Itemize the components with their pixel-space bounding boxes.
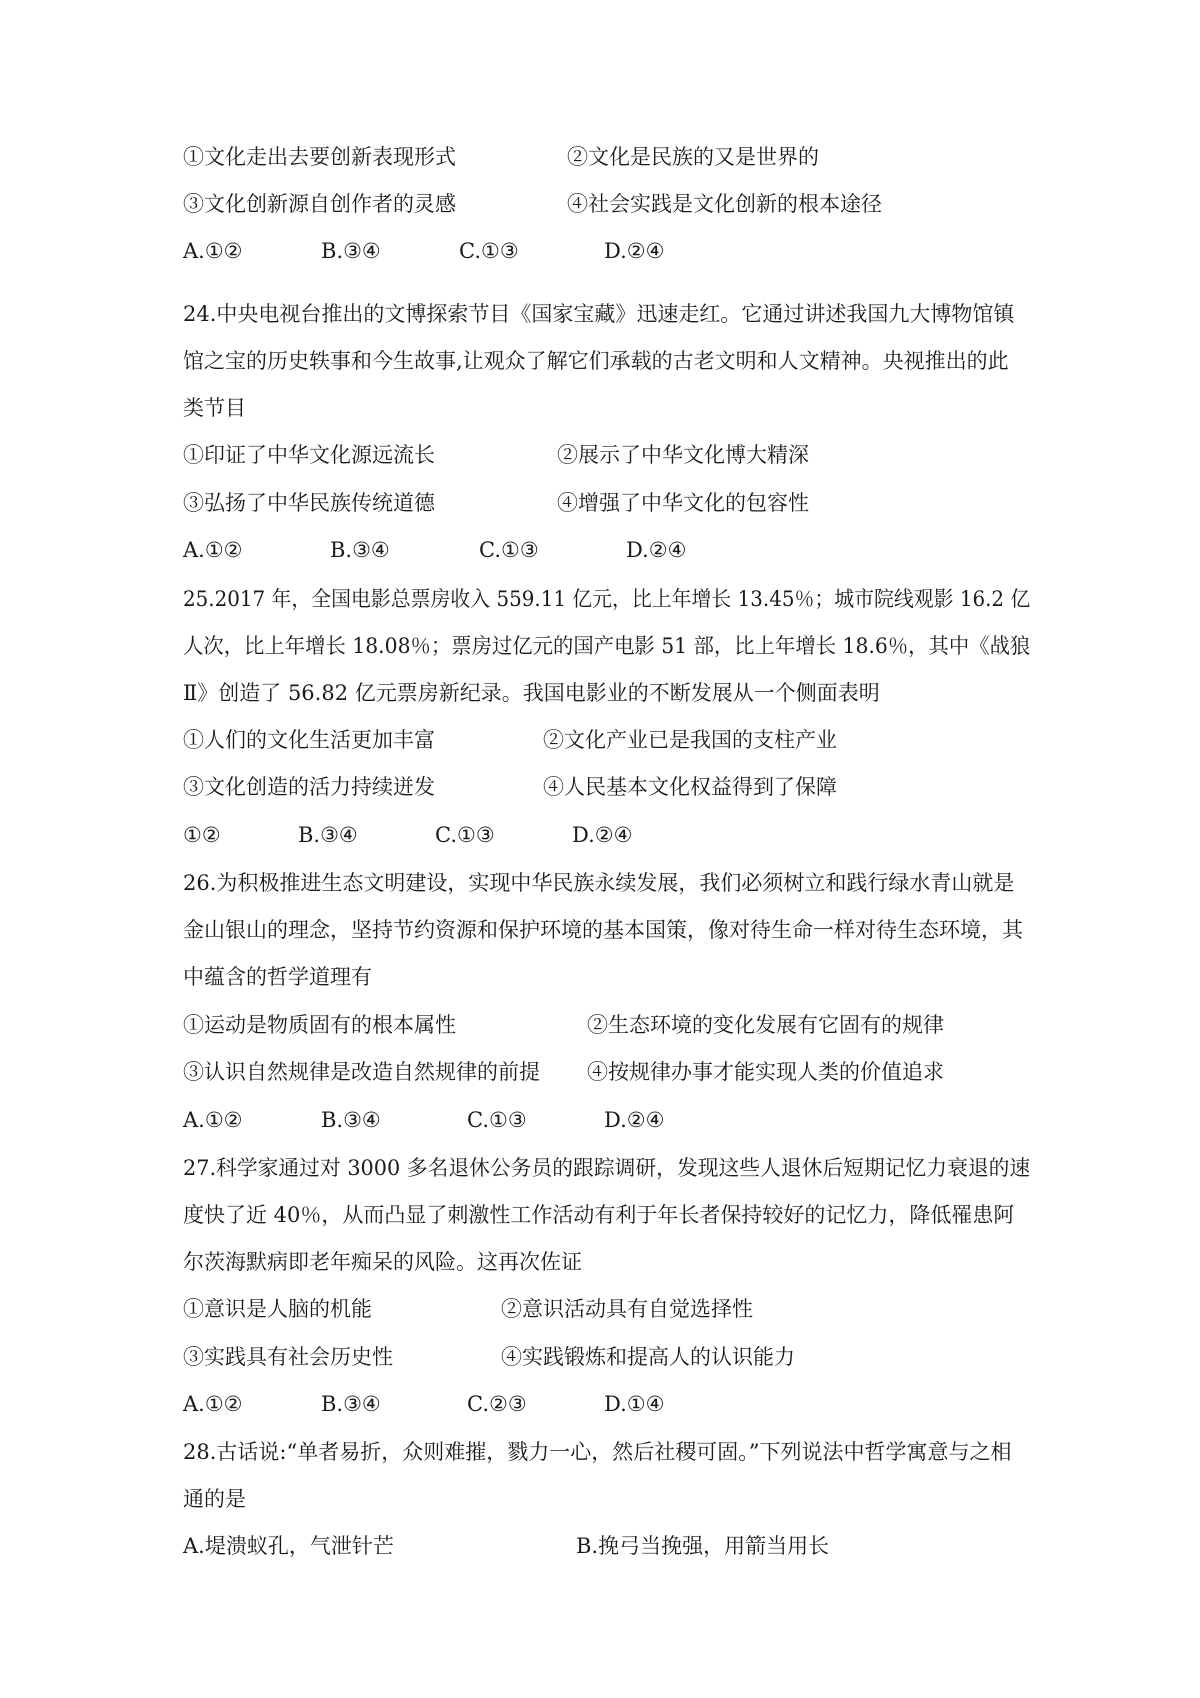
q26-stem-line-1: 26.为积极推进生态文明建设，实现中华民族永续发展，我们必须树立和践行绿水青山就是 [183,871,1015,895]
q24-stem-line-3: 类节目 [183,396,246,420]
q25-statement-1: ①人们的文化生活更加丰富 [183,728,435,752]
q25-choice-c: C.①③ [435,823,495,847]
q25-statement-2: ②文化产业已是我国的支柱产业 [543,728,837,752]
q25-stem-line-2: 人次，比上年增长 18.08％；票房过亿元的国产电影 51 部，比上年增长 18.6％，其中《战狼 [183,634,1031,658]
q28-choice-a: A.堤溃蚁孔，气泄针芒 [183,1534,394,1558]
q26-stem-line-3: 中蕴含的哲学道理有 [183,965,372,989]
q26-stem-line-2: 金山银山的理念，坚持节约资源和保护环境的基本国策，像对待生命一样对待生态环境，其 [183,918,1023,942]
q23-choice-c: C.①③ [459,239,519,263]
q27-stem-line-1: 27.科学家通过对 3000 多名退休公务员的跟踪调研，发现这些人退休后短期记忆力衰退的速 [183,1156,1031,1180]
q27-statement-4: ④实践锻炼和提高人的认识能力 [501,1345,795,1369]
q24-choice-c: C.①③ [479,538,539,562]
q23-statement-4: ④社会实践是文化创新的根本途径 [567,192,882,216]
q24-choice-b: B.③④ [330,538,390,562]
q26-statement-4: ④按规律办事才能实现人类的价值追求 [587,1060,944,1084]
q24-statement-1: ①印证了中华文化源远流长 [183,443,435,467]
q27-choice-a: A.①② [183,1392,243,1416]
q27-choice-c: C.②③ [467,1392,527,1416]
q25-stem-line-1: 25.2017 年，全国电影总票房收入 559.11 亿元，比上年增长 13.45％；城市院线观影 16.2 亿 [183,587,1031,611]
q26-choice-d: D.②④ [604,1108,665,1132]
q23-statement-1: ①文化走出去要创新表现形式 [183,145,456,169]
q25-statement-4: ④人民基本文化权益得到了保障 [543,775,837,799]
q23-statement-3: ③文化创新源自创作者的灵感 [183,192,456,216]
q25-statement-3: ③文化创造的活力持续迸发 [183,775,435,799]
q24-statement-4: ④增强了中华文化的包容性 [557,491,809,515]
q24-choice-a: A.①② [183,538,243,562]
q28-stem-line-1: 28.古话说:“单者易折，众则难摧，戮力一心，然后社稷可固。”下列说法中哲学寓意与之相 [183,1440,1012,1464]
q26-choice-c: C.①③ [467,1108,527,1132]
q27-choice-b: B.③④ [321,1392,381,1416]
q27-stem-line-3: 尔茨海默病即老年痴呆的风险。这再次佐证 [183,1250,582,1274]
q25-stem-line-3: Ⅱ》创造了 56.82 亿元票房新纪录。我国电影业的不断发展从一个侧面表明 [183,681,880,705]
q26-statement-2: ②生态环境的变化发展有它固有的规律 [587,1013,944,1037]
q25-choice-b: B.③④ [298,823,358,847]
q25-choice-d: D.②④ [572,823,633,847]
q28-stem-line-2: 通的是 [183,1487,246,1511]
q26-choice-b: B.③④ [321,1108,381,1132]
q24-choice-d: D.②④ [626,538,687,562]
q24-statement-2: ②展示了中华文化博大精深 [557,443,809,467]
q25-choice-a: ①② [183,823,221,847]
q27-statement-3: ③实践具有社会历史性 [183,1345,393,1369]
q27-stem-line-2: 度快了近 40％，从而凸显了刺激性工作活动有利于年长者保持较好的记忆力，降低罹患阿 [183,1203,1015,1227]
q27-statement-2: ②意识活动具有自觉选择性 [501,1297,753,1321]
q26-statement-1: ①运动是物质固有的根本属性 [183,1013,456,1037]
q23-choice-b: B.③④ [321,239,381,263]
q24-stem-line-2: 馆之宝的历史轶事和今生故事,让观众了解它们承载的古老文明和人文精神。央视推出的此 [183,349,1009,373]
q23-choice-a: A.①② [183,239,243,263]
q27-choice-d: D.①④ [604,1392,665,1416]
q24-stem-line-1: 24.中央电视台推出的文博探索节目《国家宝藏》迅速走红。它通过讲述我国九大博物馆镇 [183,302,1015,326]
q27-statement-1: ①意识是人脑的机能 [183,1297,372,1321]
q23-statement-2: ②文化是民族的又是世界的 [567,145,819,169]
q24-statement-3: ③弘扬了中华民族传统道德 [183,491,435,515]
q26-statement-3: ③认识自然规律是改造自然规律的前提 [183,1060,540,1084]
q28-choice-b: B.挽弓当挽强，用箭当用长 [576,1534,830,1558]
q26-choice-a: A.①② [183,1108,243,1132]
q23-choice-d: D.②④ [604,239,665,263]
